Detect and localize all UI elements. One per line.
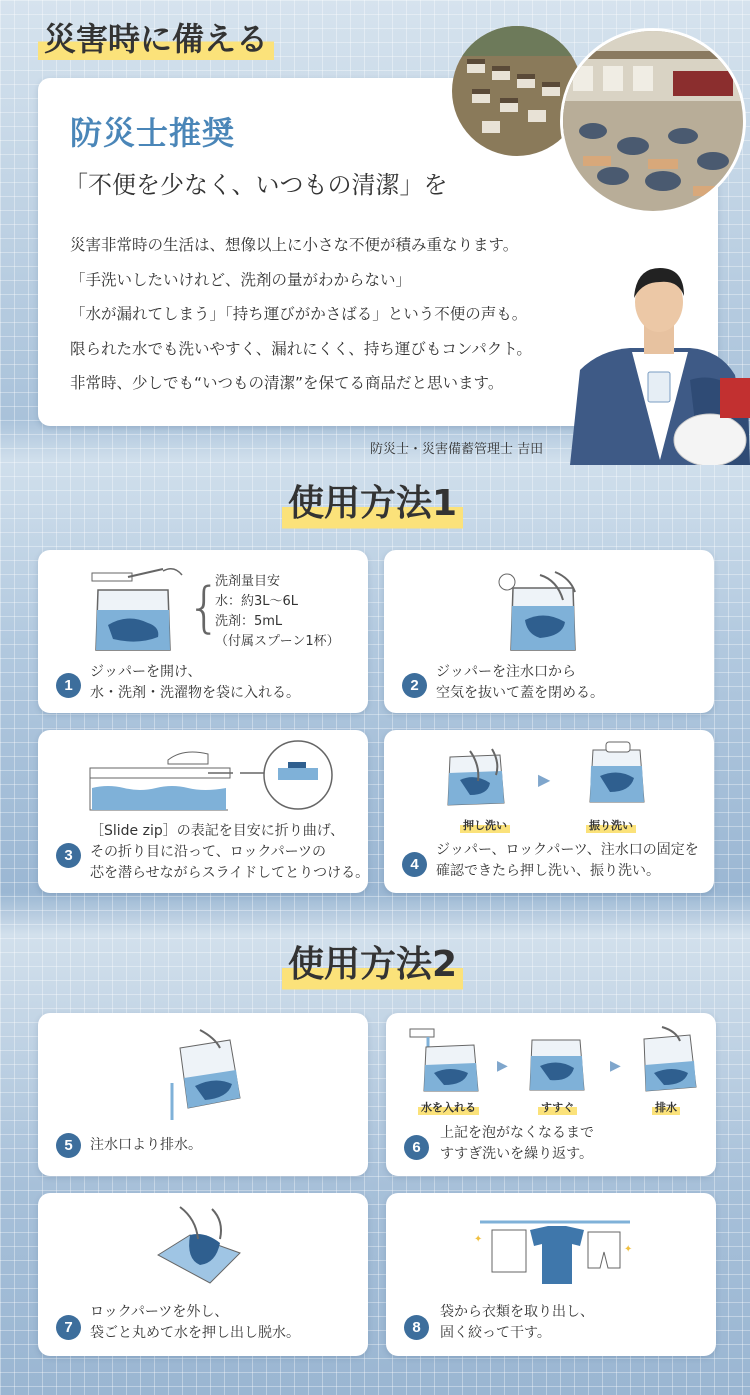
brace: { [187,576,222,639]
svg-text:✦: ✦ [624,1244,633,1255]
section-title-usage2: 使用方法2 [282,936,463,994]
drain-illustration [632,1025,702,1095]
step7-text [90,1302,300,1344]
step6-text [440,1123,594,1165]
step8-illustration [470,1212,640,1292]
section-title-usage1: 使用方法1 [282,475,463,533]
step2-text [436,662,604,704]
body-line: 非常時、少しでも“いつもの清潔”を保てる商品だと思います。 [70,374,504,392]
fill-label: 水を入れる [418,1099,479,1115]
step5-text [90,1135,202,1156]
recommend-subheading: 「不便を少なく、いつもの清潔」を [64,171,448,199]
step-line: ジッパーを注水口から [436,664,576,680]
step3-text [90,821,369,884]
step-line: 空気を抜いて蓋を閉める。 [436,685,604,701]
step1-illustration [88,565,188,660]
body-line: 「水が漏れてしまう」「持ち運びがかさばる」という不便の声も。 [70,305,528,323]
step-line: 袋から衣類を取り出し、 [440,1304,594,1320]
step-line: ジッパーを開け、 [90,664,202,680]
expert-portrait [570,260,750,465]
step-line: その折り目に沿って、ロックパーツの [90,844,327,860]
arrow-right-icon: ▶ [497,1058,508,1074]
step-number-1: 1 [56,673,81,698]
push-wash-label: 押し洗い [460,817,510,833]
step-line: ［Slide zip］の表記を目安に折り曲げ、 [90,823,345,839]
guide-title: 洗剤量目安 [215,574,281,589]
step-line: すすぎ洗いを繰り返す。 [440,1146,594,1162]
step-line: 固く絞って干す。 [440,1325,551,1341]
section-title-disaster: 災害時に備える [38,14,274,64]
shelter-photo [560,28,746,214]
step-number-5: 5 [56,1133,81,1158]
step-number-7: 7 [56,1315,81,1340]
step-line: 芯を潜らせながらスライドしてとりつける。 [90,865,370,881]
rinse-label: すすぐ [538,1099,577,1115]
guide-detergent: 洗剤：5mL [215,614,283,629]
signature: 防災士・災害備蓄管理士 吉田 [370,442,544,457]
svg-text:✦: ✦ [474,1234,483,1245]
step1-text [90,662,300,704]
step-number-3: 3 [56,843,81,868]
drain-label: 排水 [652,1099,680,1115]
arrow-right-icon: ▶ [538,770,551,789]
shake-wash-illustration [578,740,658,810]
body-line: 災害非常時の生活は、想像以上に小さな不便が積み重なります。 [70,236,519,254]
step8-text [440,1302,594,1344]
guide-note: （付属スプーン1杯） [215,634,340,649]
step-number-4: 4 [402,852,427,877]
step-line: 水・洗剤・洗濯物を袋に入れる。 [90,685,300,701]
step-number-6: 6 [404,1135,429,1160]
step-line: 袋ごと丸めて水を押し出し脱水。 [90,1325,300,1341]
step-line: ロックパーツを外し、 [90,1304,229,1320]
body-line: 限られた水でも洗いやすく、漏れにくく、持ち運びもコンパクト。 [70,339,532,358]
step3-illustration [88,740,338,815]
fill-illustration [408,1025,483,1095]
step-line: ジッパー、ロックパーツ、注水口の固定を [436,842,699,858]
step-number-8: 8 [404,1315,429,1340]
step5-illustration [160,1028,250,1123]
step2-illustration [485,570,595,655]
shake-wash-label: 振り洗い [586,817,636,833]
step-number-2: 2 [402,673,427,698]
step-line: 確認できたら押し洗い、振り洗い。 [436,863,660,879]
recommend-heading: 防災士推奨 [70,114,236,152]
rinse-illustration [522,1030,592,1095]
arrow-right-icon: ▶ [610,1058,621,1074]
step-line: 上記を泡がなくなるまで [440,1125,594,1141]
body-line: 「手洗いしたいけれど、洗剤の量がわからない」 [70,270,412,289]
recommend-body [70,228,630,401]
step-line: 注水口より排水。 [90,1137,202,1153]
step7-illustration [150,1205,250,1290]
detergent-guide [215,572,340,652]
push-wash-illustration [440,745,520,810]
guide-water: 水：約3L〜6L [215,594,299,609]
step4-text [436,840,699,882]
